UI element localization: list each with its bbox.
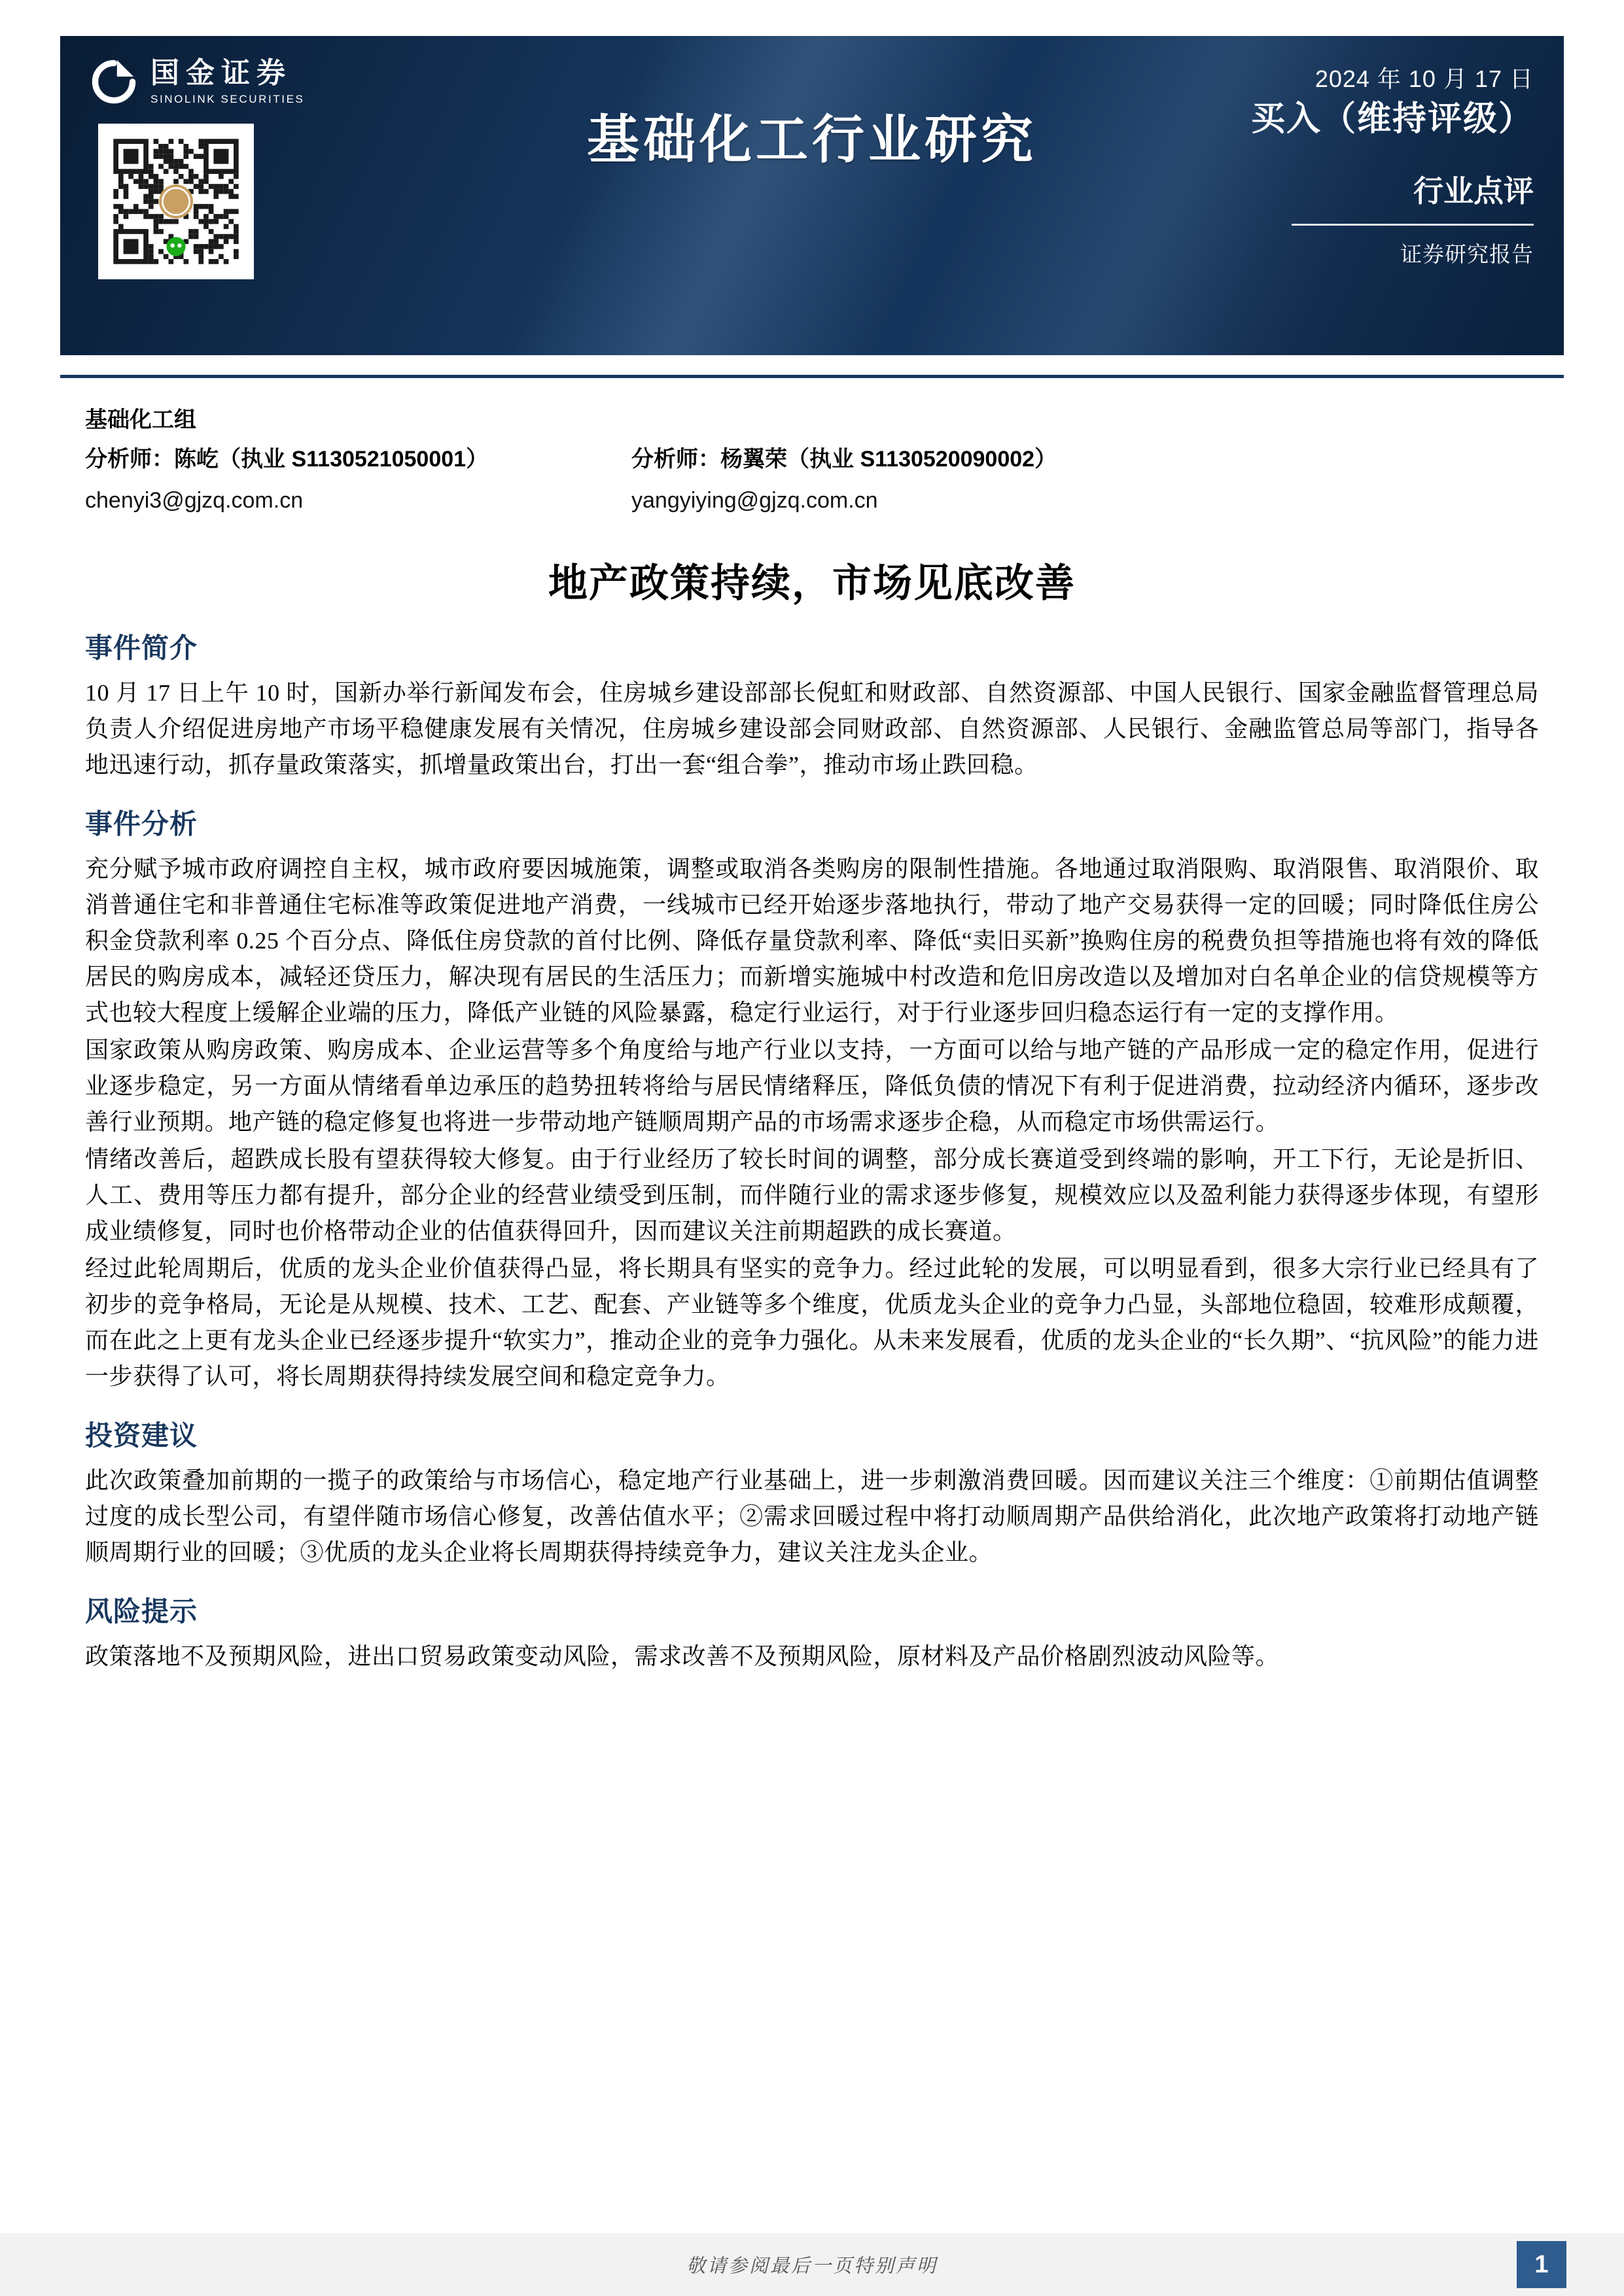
rating-block xyxy=(1251,91,1534,268)
paragraph: 政策落地不及预期风险，进出口贸易政策变动风险，需求改善不及预期风险，原材料及产品价格剧烈波动风险等。 xyxy=(85,1643,1280,1669)
report-sections xyxy=(85,627,1539,1675)
rating-badge: 买入（维持评级） xyxy=(1250,100,1534,138)
section-heading: 事件简介 xyxy=(85,632,198,663)
section xyxy=(85,803,1539,1395)
analyst-row xyxy=(85,443,1539,517)
section-heading: 事件分析 xyxy=(85,808,198,839)
header-divider xyxy=(60,375,1564,378)
section-heading: 投资建议 xyxy=(85,1419,198,1451)
section xyxy=(85,1590,1539,1675)
analyst-name: 分析师：杨翼荣（执业 S1130520090002） xyxy=(631,447,1057,472)
report-date: 2024 年 10 月 17 日 xyxy=(1315,65,1534,92)
analyst-2 xyxy=(631,443,1057,517)
paragraph: 国家政策从购房政策、购房成本、企业运营等多个角度给与地产行业以支持，一方面可以给与地产链的产品形成一定的稳定作用，促进行业逐步稳定，另一方面从情绪看单边承压的趋势扭转将给与居民情绪释压，降低负债的情况下有利于促进消费，拉动经济内循环，逐步改善行业预期。地产链的稳定修复也将进一步带动地产链顺周期产品的市场需求逐步企稳，从而稳定市场供需运行。 xyxy=(85,1036,1539,1135)
report-type-label: 行业点评 xyxy=(1292,167,1534,226)
analyst-email-link[interactable]: chenyi3@gjzq.com.cn xyxy=(85,488,304,513)
analyst-block xyxy=(85,402,1539,517)
brand-name: 国金证券 xyxy=(150,56,292,89)
analyst-name: 分析师：陈屹（执业 S1130521050001） xyxy=(85,447,489,472)
paragraph: 充分赋予城市政府调控自主权，城市政府要因城施策，调整或取消各类购房的限制性措施。各地通过取消限购、取消限售、取消限价、取消普通住宅和非普通住宅标准等政策促进地产消费，一线城市已经开始逐步落地执行，带动了地产交易获得一定的回暖；同时降低住房公积金贷款利率 0.25 个百分点、降低住房贷款的首付比例、降低存量贷款利率、降低“卖旧买新”换购住房的税费负担等措施也将有效的降低居民的购房成本，减轻还贷压力，解决现有居民的生活压力；而新增实施城中村改造和危旧房改造以及增加对白名单企业的信贷规模等方式也较大程度上缓解企业端的压力，降低产业链的风险暴露，稳定行业运行，对于行业逐步回归稳态运行有一定的支撑作用。 xyxy=(85,855,1539,1026)
paragraph: 此次政策叠加前期的一揽子的政策给与市场信心，稳定地产行业基础上，进一步刺激消费回暖。因而建议关注三个维度：①前期估值调整过度的成长型公司，有望伴随市场信心修复，改善估值水平；②需求回暖过程中将打动顺周期产品供给消化，此次地产政策将打动地产链顺周期行业的回暖；③优质的龙头企业将长周期获得持续竞争力，建议关注龙头企业。 xyxy=(85,1467,1539,1565)
brand-subtitle: SINOLINK SECURITIES xyxy=(150,93,305,106)
paragraph: 10 月 17 日上午 10 时，国新办举行新闻发布会，住房城乡建设部部长倪虹和财政部、自然资源部、中国人民银行、国家金融监督管理总局负责人介绍促进房地产市场平稳健康发展有关情况，住房城乡建设部会同财政部、自然资源部、人民银行、金融监管总局等部门，指导各地迅速行动，抓存量政策落实，抓增量政策出台，打出一套“组合拳”，推动市场止跌回稳。 xyxy=(85,679,1539,778)
footer-disclaimer: 敬请参阅最后一页特别声明 xyxy=(686,2255,938,2277)
paragraph: 经过此轮周期后，优质的龙头企业价值获得凸显，将长期具有坚实的竞争力。经过此轮的发展，可以明显看到，很多大宗行业已经具有了初步的竞争格局，无论是从规模、技术、工艺、配套、产业链等多个维度，优质龙头企业的竞争力凸显，头部地位稳固，较难形成颠覆，而在此之上更有龙头企业已经逐步提升“软实力”，推动企业的竞争力强化。从未来发展看，优质的龙头企业的“长久期”、“抗风险”的能力进一步获得了认可，将长周期获得持续发展空间和稳定竞争力。 xyxy=(85,1255,1539,1389)
report-title: 地产政策持续，市场见底改善 xyxy=(548,561,1076,605)
analyst-email-link[interactable]: yangyiying@gjzq.com.cn xyxy=(631,488,878,513)
page-footer xyxy=(0,2233,1624,2296)
analyst-group: 基础化工组 xyxy=(85,408,196,432)
paragraph: 情绪改善后，超跌成长股有望获得较大修复。由于行业经历了较长时间的调整，部分成长赛道受到终端的影响，开工下行，无论是折旧、人工、费用等压力都有提升，部分企业的经营业绩受到压制，而伴随行业的需求逐步修复，规模效应以及盈利能力获得逐步体现，有望形成业绩修复，同时也价格带动企业的估值获得回升，因而建议关注前期超跌的成长赛道。 xyxy=(85,1145,1539,1244)
section xyxy=(85,627,1539,783)
research-report-label: 证券研究报告 xyxy=(1400,242,1534,266)
report-category-title: 基础化工行业研究 xyxy=(587,111,1037,169)
section xyxy=(85,1414,1539,1571)
section-heading: 风险提示 xyxy=(85,1595,198,1627)
header-banner xyxy=(60,36,1564,355)
analyst-1 xyxy=(85,443,631,517)
page-number: 1 xyxy=(1517,2241,1566,2288)
